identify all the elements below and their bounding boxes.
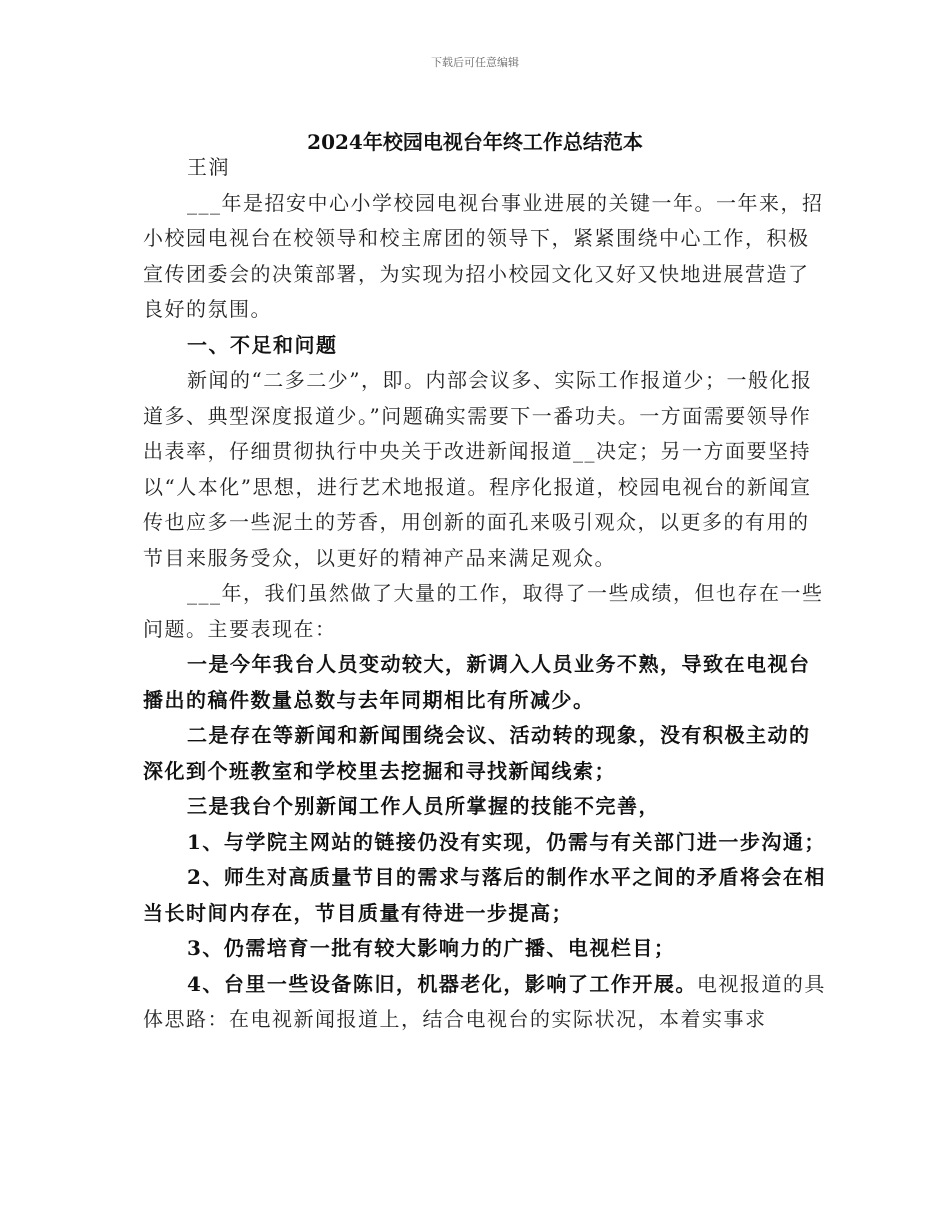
numbered-item-1: 1、与学院主网站的链接仍没有实现，仍需与有关部门进一步沟通； xyxy=(187,829,826,854)
numbered-item-4-bold: 4、台里一些设备陈旧，机器老化，影响了工作开展。 xyxy=(187,971,697,996)
paragraph-problems: ___年，我们虽然做了大量的工作，取得了一些成绩，但也存在一些问题。主要表现在： xyxy=(143,581,824,641)
problem-item-3: 三是我台个别新闻工作人员所掌握的技能不完善， xyxy=(187,794,660,818)
numbered-item-3: 3、仍需培育一批有较大影响力的广播、电视栏目； xyxy=(187,936,676,960)
page-header-note: 下载后可任意编辑 xyxy=(431,56,519,69)
paragraph-intro: ___年是招安中心小学校园电视台事业进展的关键一年。一年来，招小校园电视台在校领导和校主席团的领导下，紧紧围绕中心工作，积极宣传团委会的决策部署，为实现为招小校园文化又好又快地进展营造了良好的氛围。 xyxy=(143,190,824,321)
document-body xyxy=(143,150,828,1038)
problem-item-2: 二是存在等新闻和新闻围绕会议、活动转的现象，没有积极主动的深化到个班教室和学校里去挖掘和寻找新闻线索； xyxy=(143,723,811,783)
numbered-item-4 xyxy=(143,967,828,1038)
section-heading: 一、不足和问题 xyxy=(187,332,338,357)
author-name: 王润 xyxy=(187,155,230,179)
numbered-item-4-rest: 电视报道的具体思路：在电视新闻报道上，结合电视台的实际状况，本着实事求 xyxy=(143,971,826,1031)
numbered-item-2: 2、师生对高质量节目的需求与落后的制作水平之间的矛盾将会在相当长时间内存在，节目质量有待进一步提高； xyxy=(143,865,826,925)
problem-item-1: 一是今年我台人员变动较大，新调入人员业务不熟，导致在电视台播出的稿件数量总数与去年同期相比有所减少。 xyxy=(143,652,811,712)
document-title: 2024年校园电视台年终工作总结范本 xyxy=(307,130,643,154)
paragraph-news: 新闻的“二多二少”，即。内部会议多、实际工作报道少；一般化报道多、典型深度报道少。”问题确实需要下一番功夫。一方面需要领导作出表率，仔细贯彻执行中央关于改进新闻报道__决定；另一方面要坚持以“人本化”思想，进行艺术地报道。程序化报道，校园电视台的新闻宣传也应多一些泥土的芳香，用创新的面孔来吸引观众，以更多的有用的节目来服务受众，以更好的精神产品来满足观众。 xyxy=(143,368,813,570)
